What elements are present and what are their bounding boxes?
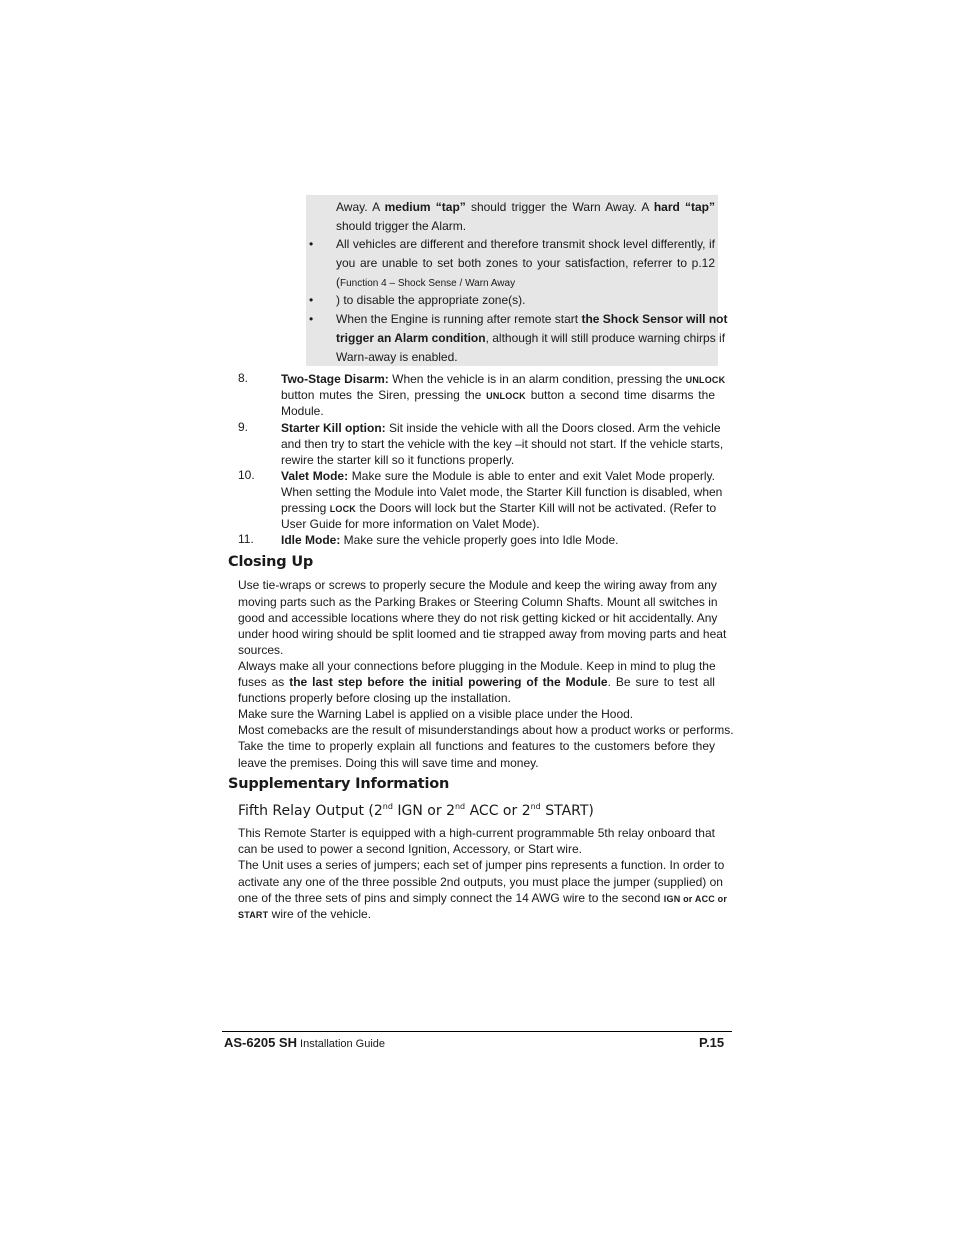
item-9-line-2: and then try to start the vehicle with the key –it should not start. If the vehicle starts, — [281, 437, 724, 451]
closing-p1-line-2: moving parts such as the Parking Brakes or Steering Column Shafts. Mount all switches in — [238, 595, 718, 609]
bullet-3-line-1: When the Engine is running after remote start the Shock Sensor will not — [336, 312, 728, 326]
box-line-2: should trigger the Alarm. — [336, 219, 467, 233]
item-9-line-1: Starter Kill option: Sit inside the vehicle with all the Doors closed. Arm the vehicle — [281, 421, 721, 435]
closing-p2-line-3: functions properly before closing up the installation. — [238, 691, 511, 705]
supplementary-heading: Supplementary Information — [228, 776, 450, 792]
item-10-line-3: pressing LOCK the Doors will lock but the Starter Kill will not be activated. (Refer to — [281, 501, 717, 515]
closing-p1-line-4: under hood wiring should be split loomed and tie strapped away from moving parts and heat — [238, 627, 727, 641]
item-number-8: 8. — [238, 371, 249, 385]
closing-p1-line-5: sources. — [238, 643, 284, 657]
item-10-line-2: When setting the Module into Valet mode, the Starter Kill function is disabled, when — [281, 485, 723, 499]
supp-p2-line-3: one of the three sets of pins and simply connect the 14 AWG wire to the second IGN or ACC or — [238, 891, 728, 905]
bullet-1-line-2: you are unable to set both zones to your satisfaction, referrer to p.12 — [336, 256, 715, 270]
page-number: P.15 — [699, 1035, 725, 1050]
item-number-10: 10. — [238, 468, 255, 482]
bullet-3-line-2: trigger an Alarm condition, although it will still produce warning chirps if — [336, 331, 726, 345]
supp-p2-line-4: START wire of the vehicle. — [238, 907, 372, 921]
box-line-1: Away. A medium “tap” should trigger the Warn Away. A hard “tap” — [336, 200, 715, 214]
closing-p2-line-2: fuses as the last step before the initial powering of the Module. Be sure to test all — [238, 675, 715, 689]
bullet-2: • — [309, 293, 314, 307]
item-8-line-2: button mutes the Siren, pressing the UNLOCK button a second time disarms the — [281, 388, 715, 402]
bullet-1-line-3: (Function 4 – Shock Sense / Warn Away — [336, 275, 516, 289]
item-10-line-1: Valet Mode: Make sure the Module is able to enter and exit Valet Mode properly. — [281, 469, 715, 483]
closing-p4-line-3: leave the premises. Doing this will save time and money. — [238, 756, 539, 770]
item-8-line-3: Module. — [281, 404, 324, 418]
closing-p4-line-2: Take the time to properly explain all functions and features to the customers before they — [238, 739, 715, 753]
fifth-relay-subheading: Fifth Relay Output (2nd IGN or 2nd ACC or 2nd START) — [238, 802, 594, 819]
item-10-line-4: User Guide for more information on Valet Mode). — [281, 517, 540, 531]
bullet-2-line-1: ) to disable the appropriate zone(s). — [336, 293, 526, 307]
item-number-9: 9. — [238, 420, 249, 434]
item-8-line-1: Two-Stage Disarm: When the vehicle is in an alarm condition, pressing the UNLOCK — [281, 372, 726, 386]
supp-p1-line-1: This Remote Starter is equipped with a high-current programmable 5th relay onboard that — [238, 826, 715, 840]
footer-model: AS-6205 SH Installation Guide — [224, 1035, 386, 1050]
closing-p1-line-1: Use tie-wraps or screws to properly secure the Module and keep the wiring away from any — [238, 578, 717, 592]
item-11-line-1: Idle Mode: Make sure the vehicle properly goes into Idle Mode. — [281, 533, 619, 547]
closing-p3-line-1: Make sure the Warning Label is applied on a visible place under the Hood. — [238, 707, 634, 721]
supp-p2-line-1: The Unit uses a series of jumpers; each set of jumper pins represents a function. In order to — [238, 858, 725, 872]
item-number-11: 11. — [238, 532, 254, 546]
bullet-3-line-3: Warn-away is enabled. — [336, 350, 458, 364]
closing-p4-line-1: Most comebacks are the result of misunderstandings about how a product works or performs. — [238, 723, 734, 737]
closing-up-heading: Closing Up — [228, 554, 314, 570]
supp-p2-line-2: activate any one of the three possible 2nd outputs, you must place the jumper (supplied) on — [238, 875, 723, 889]
footer-rule — [222, 1031, 732, 1032]
closing-p1-line-3: good and accessible locations where they do not risk getting kicked or hit accidentally. Any — [238, 611, 718, 625]
bullet-3: • — [309, 312, 314, 326]
bullet-1-line-1: All vehicles are different and therefore transmit shock level differently, if — [336, 237, 715, 251]
supp-p1-line-2: can be used to power a second Ignition, Accessory, or Start wire. — [238, 842, 582, 856]
item-9-line-3: rewire the starter kill so it functions properly. — [281, 453, 515, 467]
bullet-1: • — [309, 237, 314, 251]
closing-p2-line-1: Always make all your connections before plugging in the Module. Keep in mind to plug the — [238, 659, 716, 673]
